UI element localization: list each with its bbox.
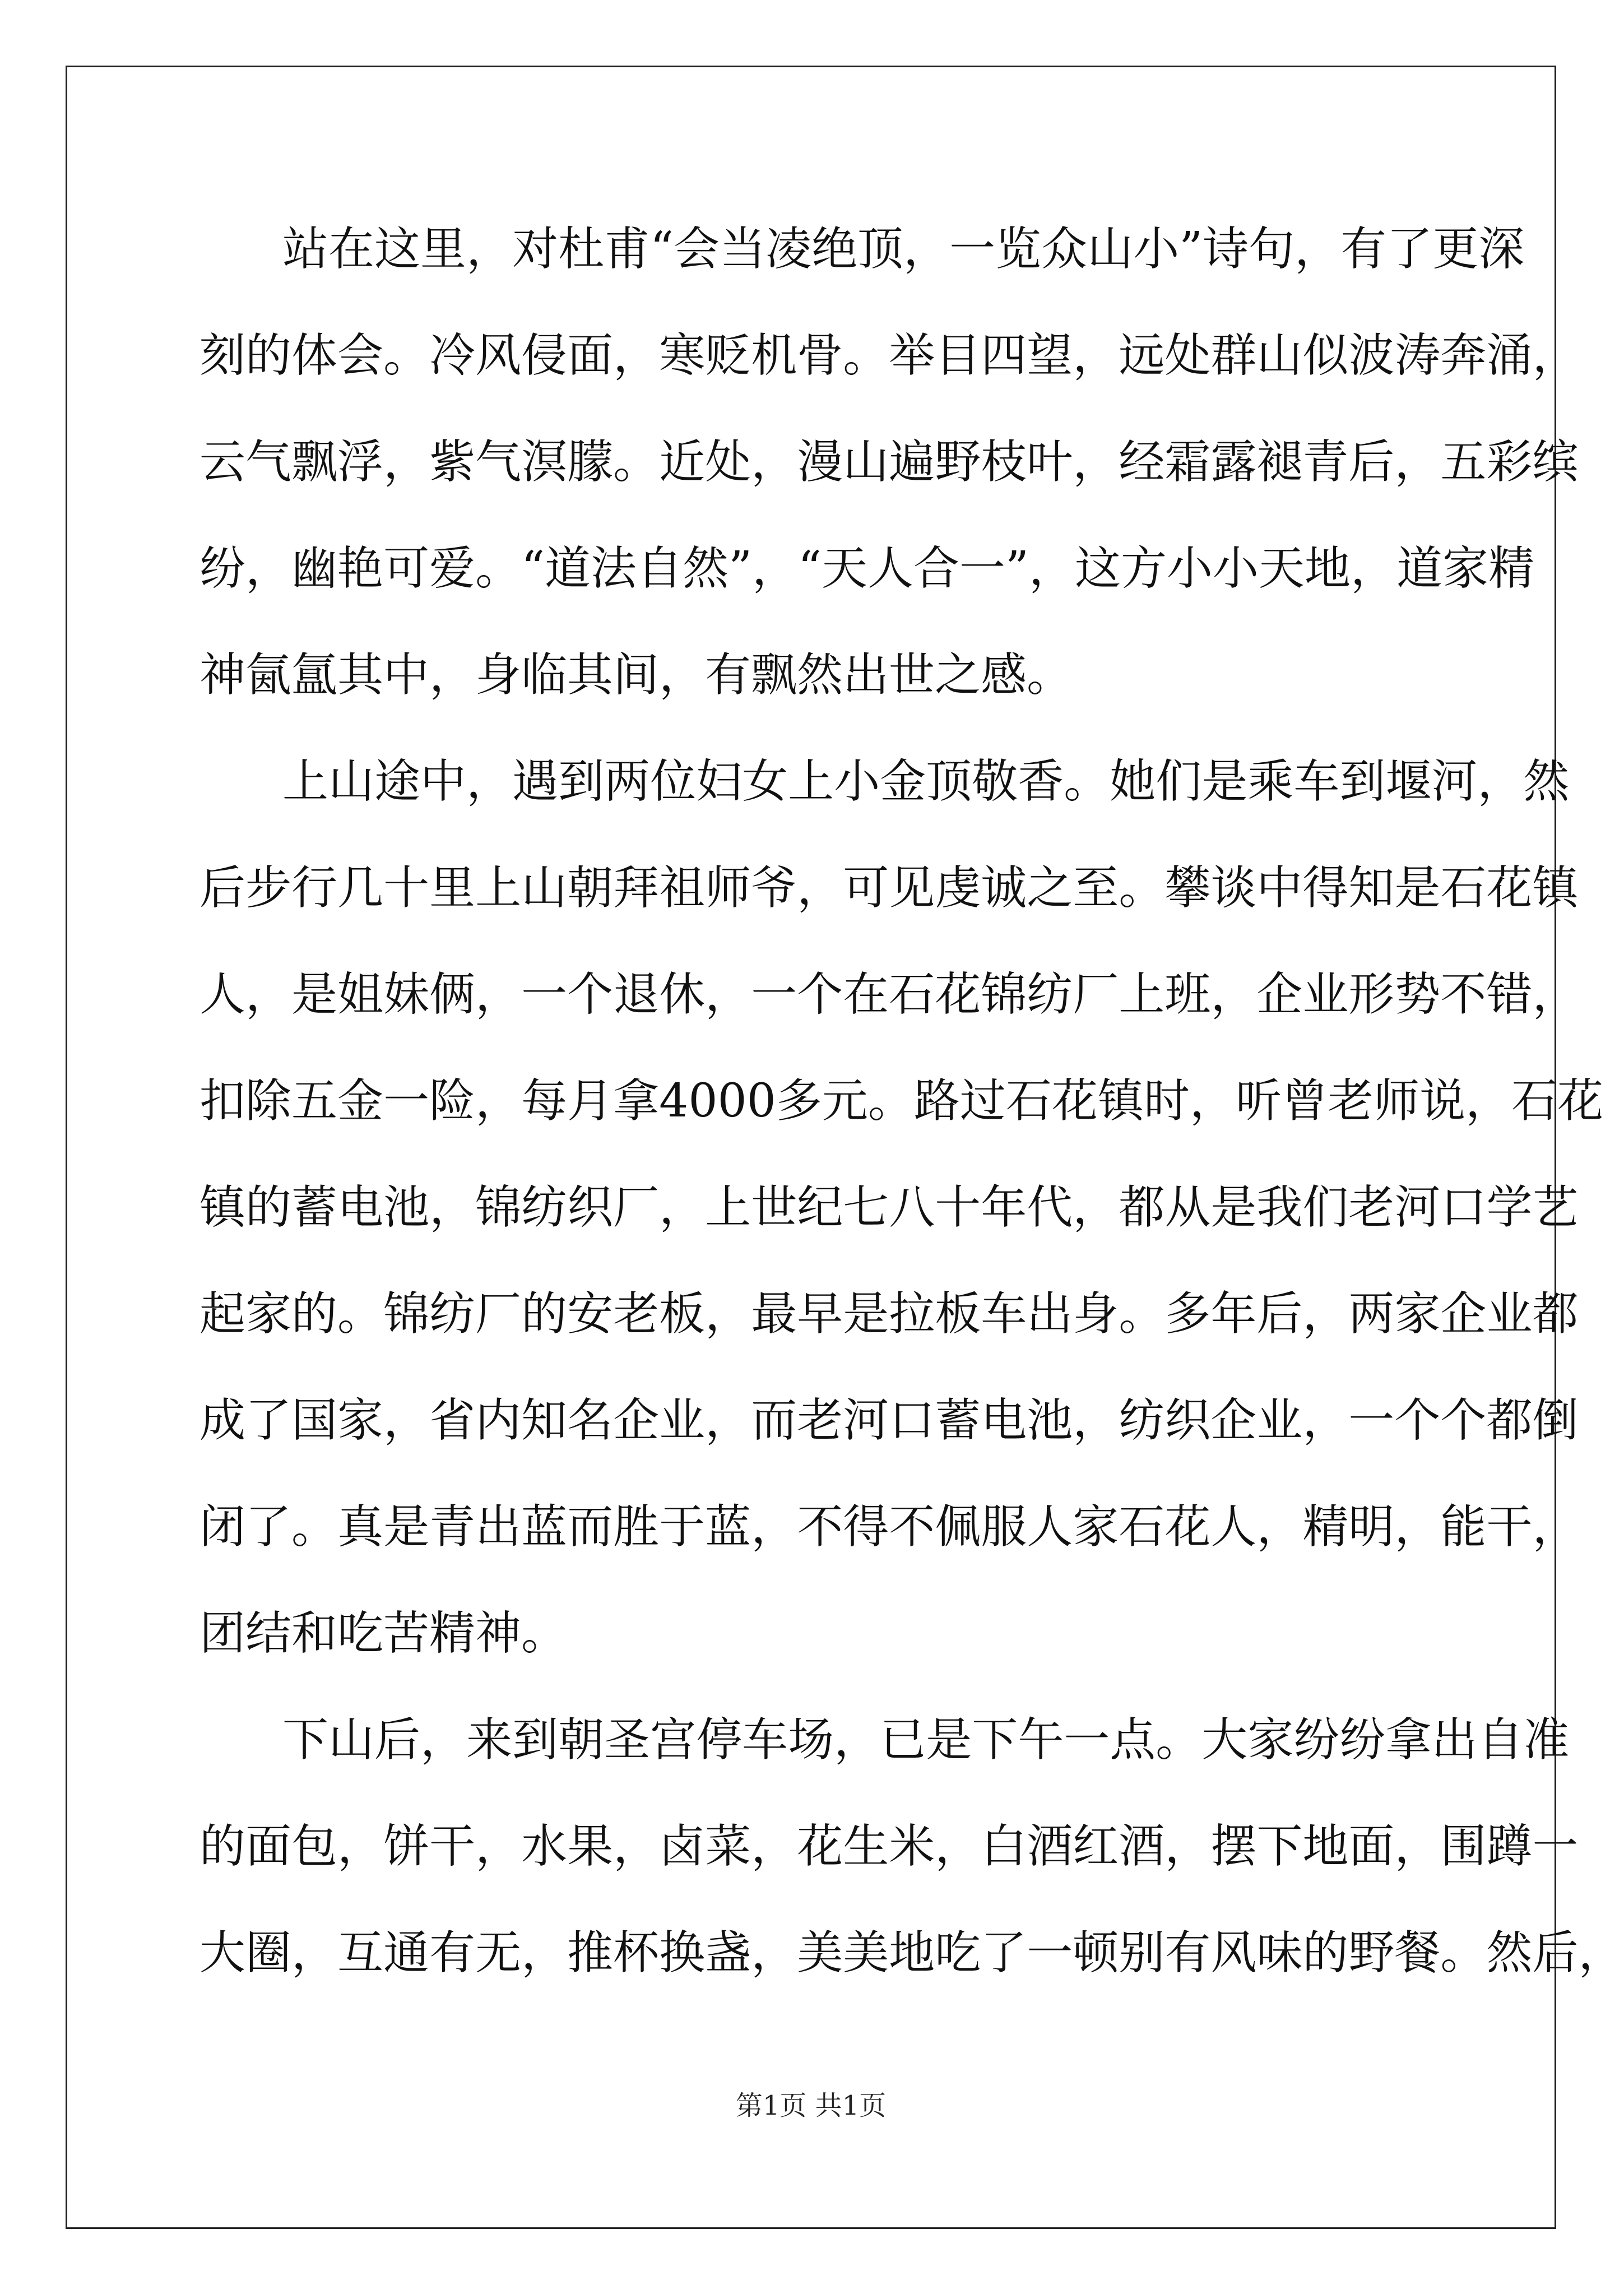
page-number-label: 第1页 共1页 <box>735 2090 887 2121</box>
text-line: 起 家 的 。 锦 纺 厂 的 安 老 板 ， 最 早 是 拉 板 车 出 身 。 多 年 后 ， 两 家 企 业 都 <box>199 1287 1579 1341</box>
text-line: 后 步 行 几 十 里 上 山 朝 拜 祖 师 爷 ， 可 见 虔 诚 之 至 。 攀 谈 中 得 知 是 石 花 镇 <box>199 861 1579 915</box>
text-line: 镇 的 蓄 电 池 ， 锦 纺 织 厂 ， 上 世 纪 七 八 十 年 代 ， 都 从 是 我 们 老 河 口 学 艺 <box>199 1181 1579 1234</box>
text-line: 扣 除 五 金 一 险 ， 每 月 拿 4 0 0 0 多 元 。 路 过 石 花 镇 时 ， 听 曾 老 师 说 ， 石 花 <box>199 1074 1604 1128</box>
text-line: 站 在 这 里 ， 对 杜 甫 “ 会 当 凌 绝 顶 ， 一 览 众 山 小 ” 诗 句 ， 有 了 更 深 <box>282 223 1525 276</box>
page-footer <box>0 2084 1622 2122</box>
text-line: 云 气 飘 浮 ， 紫 气 溟 朦 。 近 处 ， 漫 山 遍 野 枝 叶 ， 经 霜 露 褪 青 后 ， 五 彩 缤 <box>199 435 1579 489</box>
text-line: 人 ， 是 姐 妹 俩 ， 一 个 退 休 ， 一 个 在 石 花 锦 纺 厂 上 班 ， 企 业 形 势 不 错 ， <box>199 968 1579 1021</box>
text-line: 刻 的 体 会 。 冷 风 侵 面 ， 寒 贬 机 骨 。 举 目 四 望 ， 远 处 群 山 似 波 涛 奔 涌 ， <box>199 329 1579 382</box>
text-line: 成 了 国 家 ， 省 内 知 名 企 业 ， 而 老 河 口 蓄 电 池 ， 纺 织 企 业 ， 一 个 个 都 倒 <box>199 1394 1579 1447</box>
text-line: 上 山 途 中 ， 遇 到 两 位 妇 女 上 小 金 顶 敬 香 。 她 们 是 乘 车 到 堰 河 ， 然 <box>282 755 1570 808</box>
text-line: 下 山 后 ， 来 到 朝 圣 宫 停 车 场 ， 已 是 下 午 一 点 。 大 家 纷 纷 拿 出 自 准 <box>282 1713 1570 1767</box>
text-line: 神氤氲其中，身临其间，有飘然出世之感。 <box>199 648 1073 702</box>
text-line: 大 圈 ， 互 通 有 无 ， 推 杯 换 盏 ， 美 美 地 吃 了 一 顿 别 有 风 味 的 野 餐 。 然 后 ， <box>199 1926 1624 1980</box>
text-line: 闭 了 。 真 是 青 出 蓝 而 胜 于 蓝 ， 不 得 不 佩 服 人 家 石 花 人 ， 精 明 ， 能 干 ， <box>199 1500 1579 1554</box>
text-line: 的 面 包 ， 饼 干 ， 水 果 ， 卤 菜 ， 花 生 米 ， 白 酒 红 酒 ， 摆 下 地 面 ， 围 蹲 一 <box>199 1820 1579 1873</box>
document-body <box>199 210 1624 2020</box>
text-line: 团结和吃苦精神。 <box>199 1607 568 1660</box>
text-line: 纷 ， 幽 艳 可 爱 。 “ 道 法 自 然 ” ， “ 天 人 合 一 ” ， 这 方 小 小 天 地 ， 道 家 精 <box>199 542 1535 595</box>
